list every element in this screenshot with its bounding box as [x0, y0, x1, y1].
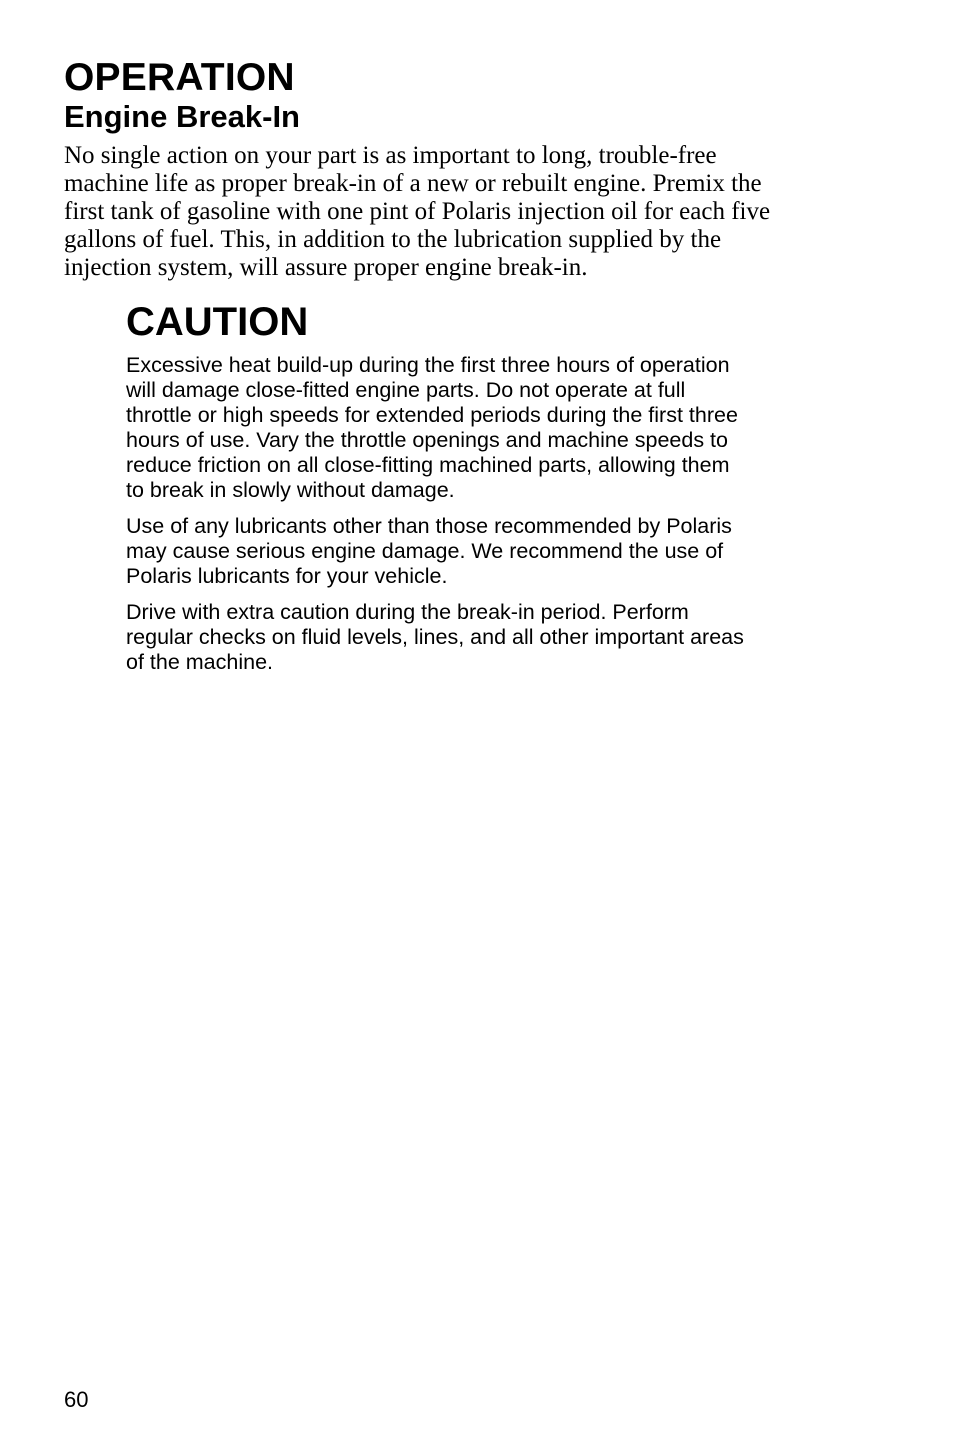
- caution-body: [126, 353, 886, 686]
- caution-paragraph-drive: Drive with extra caution during the break-in period. Perform regular checks on fluid levels, lines, and all other important areas of the machine.: [126, 600, 744, 674]
- section-title: OPERATION: [64, 56, 295, 99]
- caution-paragraph-heat: Excessive heat build-up during the first three hours of operation will damage close-fitted engine parts. Do not operate at full throttle or high speeds for extended periods during the first three hours of use. Vary the throttle openings and machine speeds to reduce friction on all close-fitting machined parts, allowing them to break in slowly without damage.: [126, 353, 738, 502]
- intro-paragraph: No single action on your part is as important to long, trouble-free machine life as proper break-in of a new or rebuilt engine. Premix the first tank of gasoline with one pint of Polaris injection oil for each five gallons of fuel. This, in addition to the lubrication supplied by the injection system, will assure proper engine break-in.: [64, 142, 771, 281]
- caution-heading: CAUTION: [126, 300, 309, 344]
- caution-paragraph-lubricants: Use of any lubricants other than those recommended by Polaris may cause serious engine damage. We recommend the use of Polaris lubricants for your vehicle.: [126, 514, 732, 588]
- page-number: 60: [64, 1387, 89, 1412]
- subsection-title: Engine Break-In: [64, 99, 300, 134]
